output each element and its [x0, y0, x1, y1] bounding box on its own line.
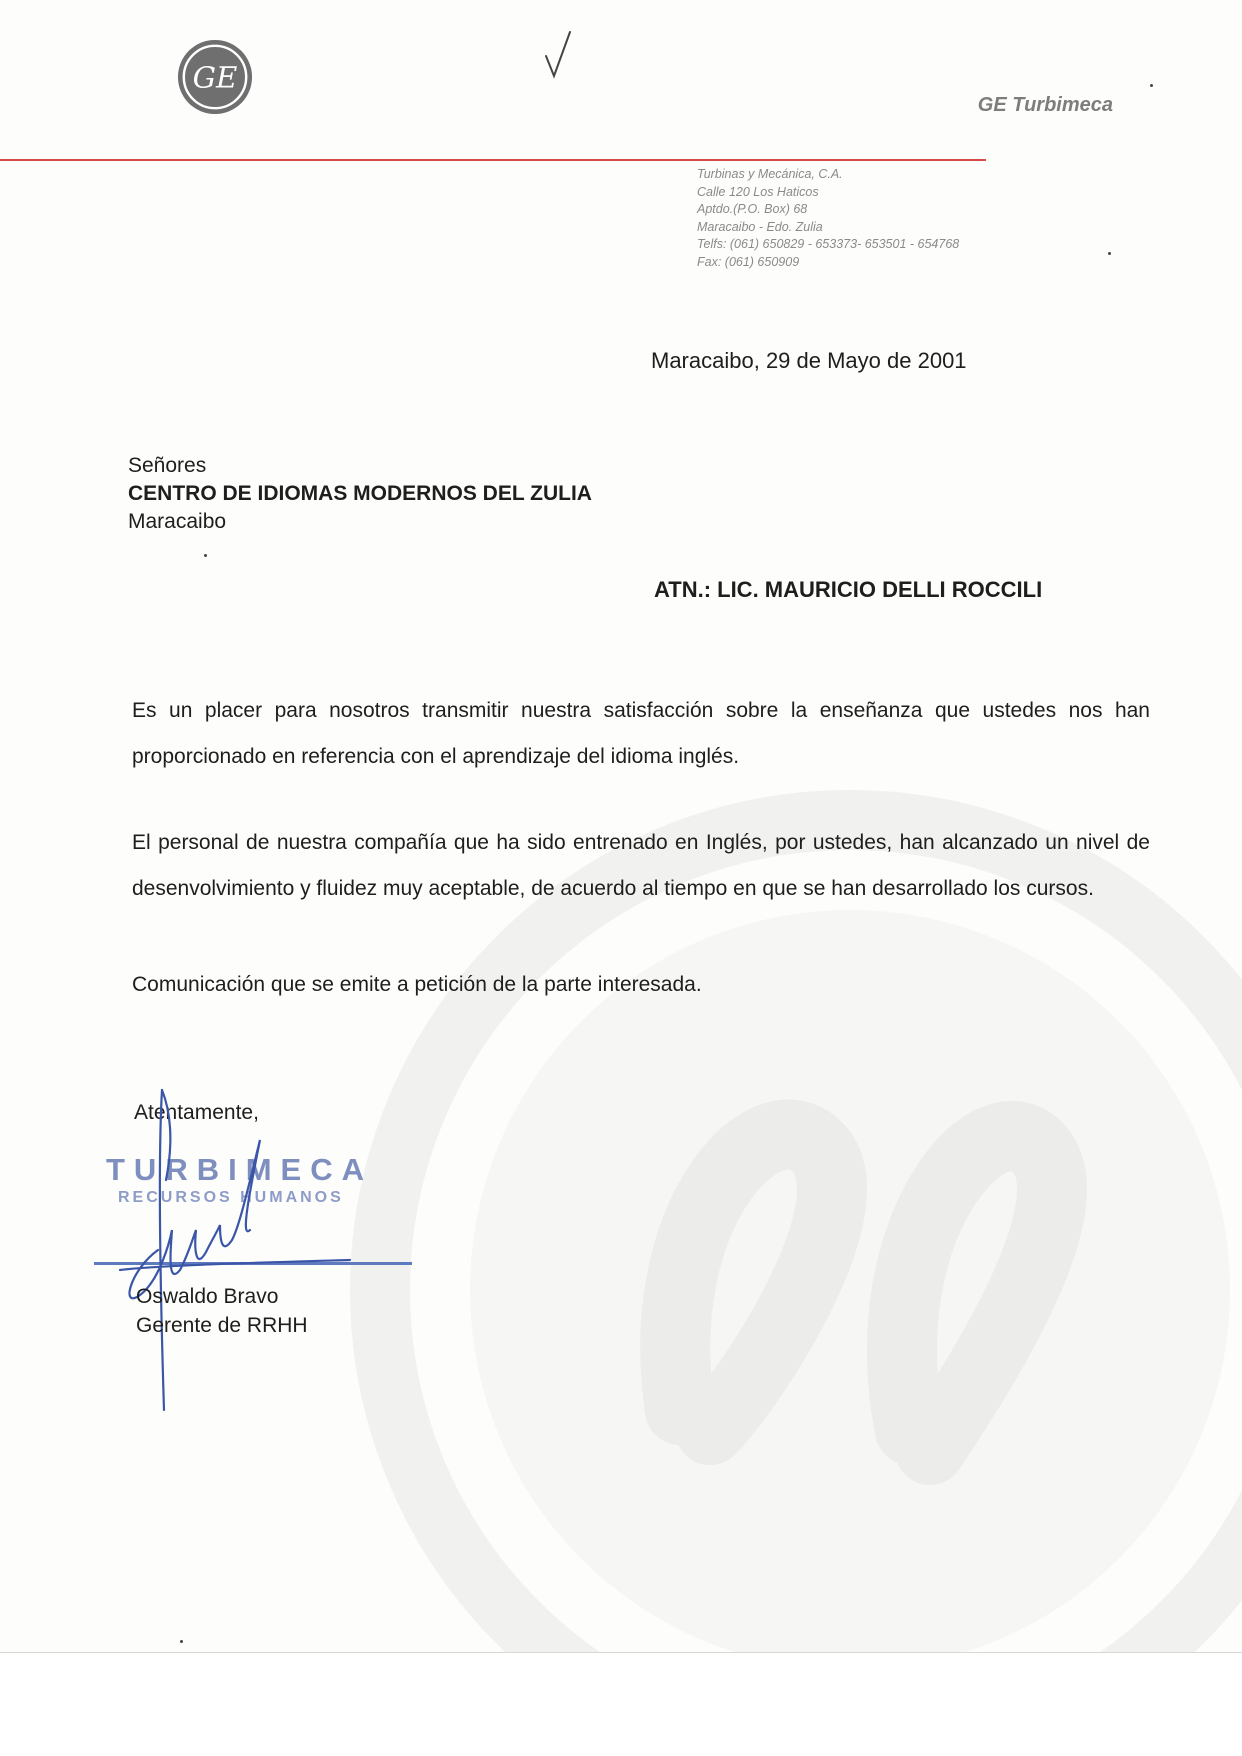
- stamp-company: TURBIMECA: [106, 1152, 373, 1187]
- closing-line: Atentamente,: [134, 1101, 259, 1124]
- body-paragraph: Comunicación que se emite a petición de la parte interesada.: [132, 973, 702, 996]
- svg-text:GE: GE: [192, 60, 238, 95]
- recipient-salutation: Señores: [128, 454, 207, 477]
- stamp-department: RECURSOS HUMANOS: [118, 1189, 344, 1206]
- attention-line: ATN.: LIC. MAURICIO DELLI ROCCILI: [654, 577, 1043, 602]
- scan-bottom-margin: [0, 1652, 1242, 1756]
- letter-date: Maracaibo, 29 de Mayo de 2001: [651, 348, 967, 373]
- body-paragraph: El personal de nuestra compañía que ha sido entrenado en Inglés, por ustedes, han alcanzado un nivel de desenvolvimiento y fluidez muy aceptable, de acuerdo al tiempo en que se han desarrollado los cursos.: [132, 831, 1150, 900]
- handwritten-check-icon: [540, 26, 580, 86]
- scan-speck: [180, 1640, 183, 1643]
- address-line: Calle 120 Los Haticos: [697, 184, 819, 199]
- address-line: Fax: (061) 650909: [697, 254, 800, 269]
- address-line: Maracaibo - Edo. Zulia: [697, 219, 823, 234]
- recipient-organization: CENTRO DE IDIOMAS MODERNOS DEL ZULIA: [128, 482, 592, 505]
- company-address: [697, 166, 959, 271]
- signer-name: Oswaldo Bravo: [136, 1285, 279, 1308]
- address-line: Telfs: (061) 650829 - 653373- 653501 - 654768: [697, 237, 960, 251]
- recipient-city: Maracaibo: [128, 510, 227, 533]
- recipient-block: [128, 452, 592, 536]
- address-line: Turbinas y Mecánica, C.A.: [697, 167, 843, 181]
- ge-watermark-icon: [350, 790, 1242, 1652]
- scan-speck: [1108, 252, 1111, 255]
- handwritten-signature-icon: [100, 1080, 360, 1420]
- scan-speck: [204, 554, 207, 557]
- ge-monogram-icon: [176, 38, 254, 116]
- signer-block: [136, 1282, 308, 1340]
- company-name: GE Turbimeca: [977, 94, 1113, 116]
- letterhead-divider: [0, 159, 986, 161]
- body-paragraph: Es un placer para nosotros transmitir nuestra satisfacción sobre la enseñanza que ustedes nos han proporcionado en referencia con el aprendizaje del idioma inglés.: [132, 699, 1150, 768]
- address-line: Aptdo.(P.O. Box) 68: [697, 202, 808, 216]
- scan-speck: [1150, 84, 1153, 87]
- signer-title: Gerente de RRHH: [136, 1314, 308, 1337]
